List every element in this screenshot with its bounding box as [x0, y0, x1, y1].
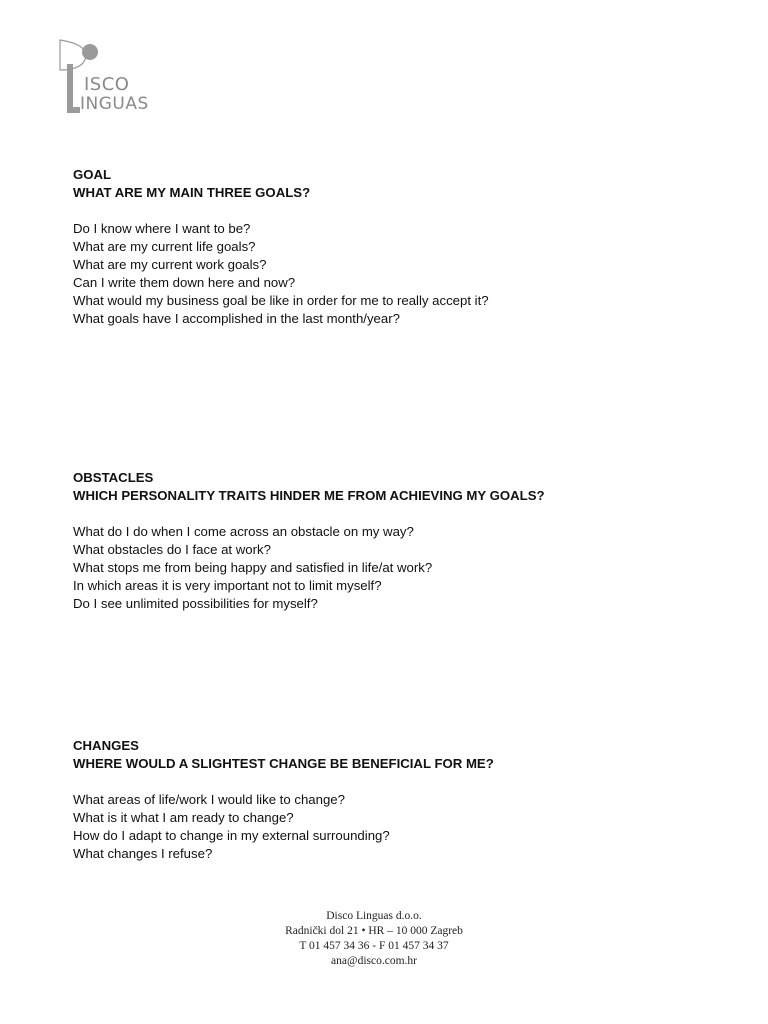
logo-text-bottom: INGUAS	[80, 94, 149, 114]
question-item: What goals have I accomplished in the last month/year?	[73, 311, 400, 326]
question-item: What would my business goal be like in order for me to really accept it?	[73, 293, 489, 308]
page-footer	[0, 909, 748, 969]
footer-phone: T 01 457 34 36 - F 01 457 34 37	[299, 940, 449, 952]
question-item: In which areas it is very important not to limit myself?	[73, 578, 382, 593]
section-obstacles	[73, 469, 545, 613]
question-item: How do I adapt to change in my external surrounding?	[73, 828, 390, 843]
section-title: GOAL	[73, 167, 112, 182]
section-goal	[73, 166, 489, 328]
section-subtitle: WHICH PERSONALITY TRAITS HINDER ME FROM ACHIEVING MY GOALS?	[73, 488, 545, 503]
question-item: What stops me from being happy and satisfied in life/at work?	[73, 560, 433, 575]
question-item: Can I write them down here and now?	[73, 275, 296, 290]
footer-email[interactable]: ana@disco.com.hr	[331, 955, 417, 967]
company-logo	[56, 36, 176, 120]
section-subtitle: WHAT ARE MY MAIN THREE GOALS?	[73, 185, 311, 200]
question-item: What obstacles do I face at work?	[73, 542, 271, 557]
question-item: What areas of life/work I would like to change?	[73, 792, 345, 807]
section-subtitle: WHERE WOULD A SLIGHTEST CHANGE BE BENEFICIAL FOR ME?	[73, 756, 494, 771]
section-title: CHANGES	[73, 738, 139, 753]
question-item: What changes I refuse?	[73, 846, 213, 861]
footer-address: Radnički dol 21 • HR – 10 000 Zagreb	[285, 925, 463, 937]
question-item: Do I know where I want to be?	[73, 221, 251, 236]
question-item: What are my current life goals?	[73, 239, 256, 254]
footer-company: Disco Linguas d.o.o.	[326, 910, 422, 922]
question-item: What is it what I am ready to change?	[73, 810, 294, 825]
question-item: What are my current work goals?	[73, 257, 267, 272]
question-item: Do I see unlimited possibilities for myself?	[73, 596, 318, 611]
logo-text-top: ISCO	[84, 74, 130, 95]
section-changes	[73, 737, 494, 863]
question-item: What do I do when I come across an obstacle on my way?	[73, 524, 414, 539]
section-title: OBSTACLES	[73, 470, 154, 485]
